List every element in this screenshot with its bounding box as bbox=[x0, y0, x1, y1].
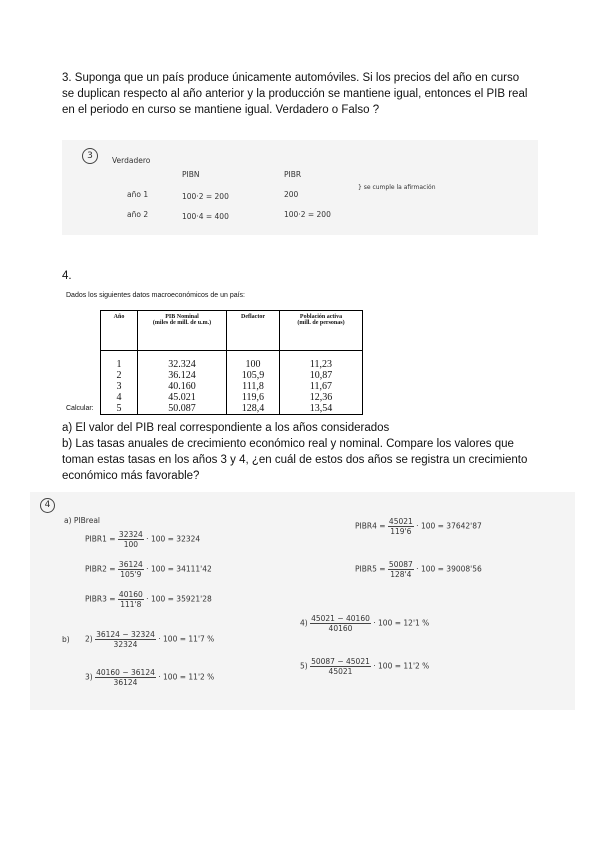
growth-year5-numerator: 50087 − 45021 bbox=[311, 657, 370, 666]
cell-year: 4 bbox=[116, 392, 122, 403]
growth-year2-result: · 100 = 11'7 % bbox=[158, 634, 215, 644]
cell-population: 13,54 bbox=[280, 403, 363, 415]
answer-3-year1-nominal: 100·2 = 200 bbox=[182, 192, 229, 201]
cell-population: 11,67 bbox=[280, 381, 363, 392]
header-deflator: Deflactor bbox=[227, 311, 280, 351]
pibr1-formula bbox=[85, 530, 200, 549]
answer-3-year2-nominal: 100·4 = 400 bbox=[182, 212, 229, 221]
table-row bbox=[101, 381, 363, 392]
growth-year5-result: · 100 = 11'2 % bbox=[373, 661, 430, 671]
pibr5-label: PIBR5 = bbox=[355, 564, 386, 574]
cell-year: 3 bbox=[116, 381, 122, 392]
pibr1-denominator: 100 bbox=[123, 540, 139, 549]
pibr3-label: PIBR3 = bbox=[85, 594, 116, 604]
growth-year3-formula bbox=[85, 668, 214, 687]
question-4b-text: b) Las tasas anuales de crecimiento económico real y nominal. Compare los valores que toman estas tasas en los años 3 y 4, ¿en cuál de estos dos años se registra un crecimiento económico más favorable? bbox=[62, 438, 528, 482]
growth-year2-numerator: 36124 − 32324 bbox=[96, 630, 155, 639]
answer-3-year2-label: año 2 bbox=[127, 210, 149, 219]
cell-year: 2 bbox=[116, 370, 122, 381]
growth-year4-numerator: 45021 − 40160 bbox=[311, 614, 370, 623]
cell-deflator: 105,9 bbox=[227, 370, 280, 381]
answer-4-circled-number: 4 bbox=[40, 498, 55, 513]
growth-year3-denominator: 36124 bbox=[113, 678, 138, 687]
header-year: Año bbox=[101, 311, 138, 351]
cell-population: 12,36 bbox=[280, 392, 363, 403]
answer-3-scan bbox=[62, 140, 538, 235]
cell-year: 1 bbox=[101, 351, 138, 371]
growth-year5-formula bbox=[300, 657, 429, 676]
cell-deflator: 100 bbox=[227, 351, 280, 371]
pibr2-denominator: 105'9 bbox=[120, 570, 142, 579]
pibr1-numerator: 32324 bbox=[118, 530, 143, 539]
table-row bbox=[101, 403, 363, 415]
pibr4-denominator: 119'6 bbox=[390, 527, 412, 536]
answer-3-verdict: Verdadero bbox=[112, 156, 151, 165]
pibr5-denominator: 128'4 bbox=[390, 570, 412, 579]
growth-year4-denominator: 40160 bbox=[328, 624, 353, 633]
pibr5-result: · 100 = 39008'56 bbox=[416, 564, 482, 574]
table-row bbox=[101, 392, 363, 403]
cell-deflator: 128,4 bbox=[227, 403, 280, 415]
answer-3-circled-number: 3 bbox=[82, 148, 98, 164]
pibr5-formula bbox=[355, 560, 482, 579]
macro-data-table bbox=[100, 310, 363, 415]
question-4-number: 4. bbox=[62, 270, 72, 282]
growth-year3-label: 3) bbox=[85, 672, 93, 682]
cell-nominal-gdp: 40.160 bbox=[138, 381, 227, 392]
growth-year2-denominator: 32324 bbox=[113, 640, 138, 649]
pibr4-result: · 100 = 37642'87 bbox=[416, 521, 482, 531]
pibr2-result: · 100 = 34111'42 bbox=[146, 564, 212, 574]
growth-year3-result: · 100 = 11'2 % bbox=[158, 672, 215, 682]
answer-4-scan bbox=[30, 492, 575, 710]
table-row bbox=[101, 351, 363, 371]
growth-year5-denominator: 45021 bbox=[328, 667, 353, 676]
pibr3-denominator: 111'8 bbox=[120, 600, 142, 609]
cell-population: 11,23 bbox=[280, 351, 363, 371]
pibr1-label: PIBR1 = bbox=[85, 534, 116, 544]
cell-year: 5 bbox=[116, 403, 122, 414]
growth-year4-result: · 100 = 12'1 % bbox=[373, 618, 430, 628]
growth-year3-numerator: 40160 − 36124 bbox=[96, 668, 155, 677]
cell-nominal-gdp: 50.087 bbox=[138, 403, 227, 415]
question-4-intro: Dados los siguientes datos macroeconómicos de un país: bbox=[66, 292, 245, 299]
pibr4-numerator: 45021 bbox=[388, 517, 413, 526]
cell-nominal-gdp: 45.021 bbox=[138, 392, 227, 403]
answer-3-year1-label: año 1 bbox=[127, 190, 149, 199]
cell-deflator: 111,8 bbox=[227, 381, 280, 392]
cell-nominal-gdp: 36.124 bbox=[138, 370, 227, 381]
pibr3-numerator: 40160 bbox=[118, 590, 143, 599]
answer-3-year2-real: 100·2 = 200 bbox=[284, 210, 331, 219]
pibr4-formula bbox=[355, 517, 482, 536]
cell-nominal-gdp: 32.324 bbox=[138, 351, 227, 371]
answer-3-year1-real: 200 bbox=[284, 190, 299, 199]
question-3-text: 3. Suponga que un país produce únicamente automóviles. Si los precios del año en curso se duplican respecto al año anterior y la producción se mantiene igual, entonces el PIB real en el periodo en curso se mantiene igual. Verdadero o Falso ? bbox=[62, 72, 528, 116]
pibr4-label: PIBR4 = bbox=[355, 521, 386, 531]
question-4-calcular: Calcular: bbox=[66, 405, 94, 412]
pibr2-formula bbox=[85, 560, 212, 579]
growth-year4-label: 4) bbox=[300, 618, 308, 628]
growth-year5-label: 5) bbox=[300, 661, 308, 671]
header-nominal-gdp: PIB Nominal (miles de mill. de u.m.) bbox=[138, 311, 227, 351]
question-4a-text: a) El valor del PIB real correspondiente a los años considerados bbox=[62, 422, 390, 434]
header-active-population: Población activa (mill. de personas) bbox=[280, 311, 363, 351]
table-row bbox=[101, 370, 363, 381]
answer-4b-label: b) bbox=[62, 635, 70, 644]
pibr2-label: PIBR2 = bbox=[85, 564, 116, 574]
answer-3-col-nominal: PIBN bbox=[182, 170, 200, 179]
pibr2-numerator: 36124 bbox=[118, 560, 143, 569]
answer-4a-label: a) PIBreal bbox=[64, 516, 100, 525]
growth-year4-formula bbox=[300, 614, 429, 633]
pibr3-formula bbox=[85, 590, 212, 609]
pibr5-numerator: 50087 bbox=[388, 560, 413, 569]
growth-year2-formula bbox=[85, 630, 214, 649]
answer-3-col-real: PIBR bbox=[284, 170, 302, 179]
cell-deflator: 119,6 bbox=[227, 392, 280, 403]
cell-population: 10,87 bbox=[280, 370, 363, 381]
growth-year2-label: 2) bbox=[85, 634, 93, 644]
pibr1-result: · 100 = 32324 bbox=[146, 534, 201, 544]
pibr3-result: · 100 = 35921'28 bbox=[146, 594, 212, 604]
answer-3-note: } se cumple la afirmación bbox=[358, 184, 436, 191]
